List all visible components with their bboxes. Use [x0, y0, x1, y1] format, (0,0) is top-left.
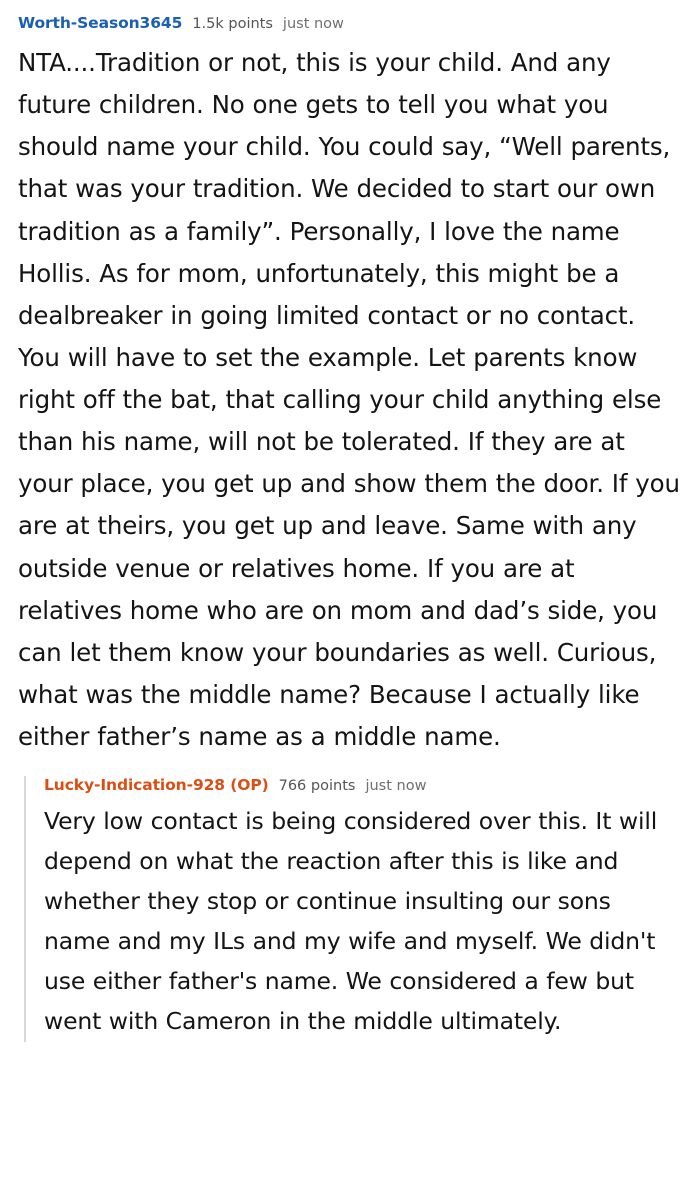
comment-points: 1.5k points — [192, 16, 273, 32]
comment-body: NTA....Tradition or not, this is your child. And any future children. No one gets to tell you what you should name your child. You could say, “Well parents, that was your tradition. We decided to start our own tradition as a family”. Personally, I love the name Hollis. As for mom, unfortunately, this might be a dealbreaker in going limited contact or no contact. You will have to set the example. Let parents know right off the bat, that calling your child anything else than his name, will not be tolerated. If they are at your place, you get up and show them the door. If you are at theirs, you get up and leave. Same with any outside venue or relatives home. If you are at relatives home who are on mom and dad’s side, you can let them know your boundaries as well. Curious, what was the middle name? Because I actually like either father’s name as a middle name. — [18, 48, 680, 751]
comment-reply — [24, 776, 682, 1042]
reply-body: Very low contact is being considered over this. It will depend on what the reaction after this is like and whether they stop or continue insulting our sons name and my ILs and my wife and myself. We didn't use either father's name. We considered a few but went with Cameron in the middle ultimately. — [44, 807, 658, 1035]
comment-timestamp: just now — [282, 16, 344, 32]
comment-author[interactable]: Worth-Season3645 — [18, 14, 183, 32]
reply-points: 766 points — [278, 778, 356, 795]
comment-header — [18, 14, 682, 32]
reply-author[interactable]: Lucky-Indication-928 (OP) — [44, 776, 269, 795]
reply-timestamp: just now — [365, 778, 427, 795]
reply-header — [44, 776, 682, 794]
comment-root — [18, 14, 682, 758]
